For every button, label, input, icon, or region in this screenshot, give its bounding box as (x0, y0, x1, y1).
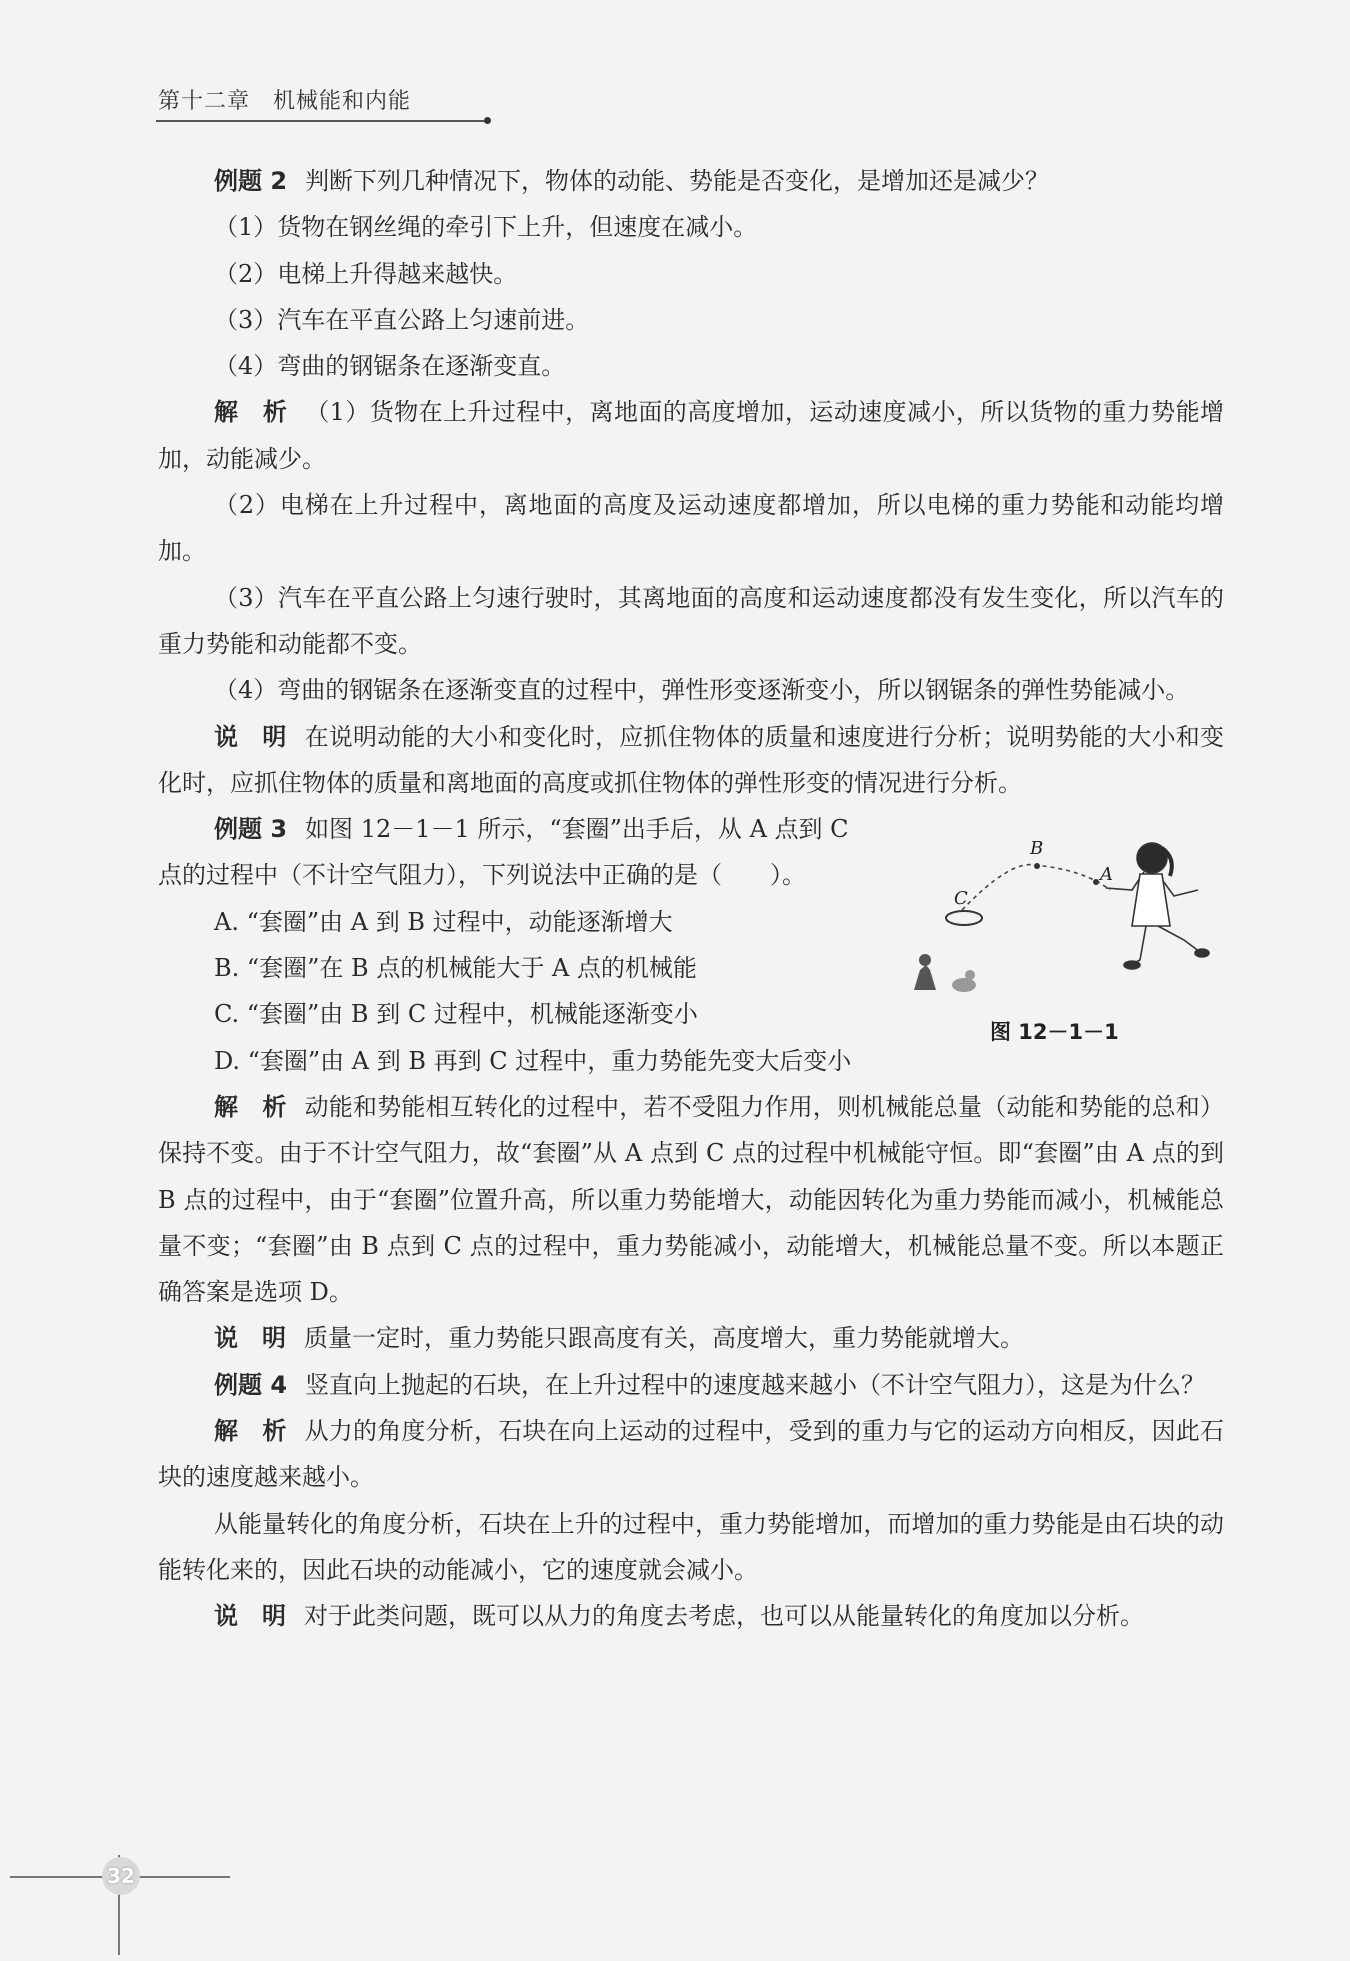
page-number-block (10, 1855, 240, 1955)
ex3-analysis-label: 解 析 (214, 1092, 287, 1121)
point-b-label: B (1030, 838, 1044, 859)
ex3-note-text: 质量一定时，重力势能只跟高度有关，高度增大，重力势能就增大。 (304, 1324, 1024, 1353)
ex4-note (158, 1593, 1224, 1639)
ex2-analysis-2: （2）电梯在上升过程中，离地面的高度及运动速度都增加，所以电梯的重力势能和动能均增加。 (158, 491, 1224, 566)
point-a-label: A (1100, 864, 1113, 885)
ex3-label: 例题 3 (214, 815, 288, 844)
ex2-note (158, 714, 1224, 807)
ex2-item-3: （3）汽车在平直公路上匀速前进。 (214, 305, 590, 334)
ex2-analysis-1-text: （1）货物在上升过程中，离地面的高度增加，运动速度减小，所以货物的重力势能增加，动能减少。 (158, 398, 1224, 473)
ex2-item-2: （2）电梯上升得越来越快。 (214, 259, 518, 288)
ex3-analysis (158, 1084, 1224, 1315)
girl-thrower-icon (1106, 843, 1209, 969)
trajectory-curve (962, 865, 1110, 910)
ex2-analysis-4: （4）弯曲的钢锯条在逐渐变直的过程中，弹性形变逐渐变小，所以钢锯条的弹性势能减小。 (214, 676, 1190, 705)
figure-caption: 图 12－1－1 (990, 1020, 1119, 1044)
ex3-note-label: 说 明 (214, 1324, 286, 1353)
ex3-note (158, 1315, 1224, 1361)
target-figurines-icon (914, 954, 976, 992)
ex4-analysis (158, 1408, 1224, 1501)
ex2-question (158, 158, 1224, 204)
point-b-dot (1034, 863, 1040, 869)
ex3-analysis-text: 动能和势能相互转化的过程中，若不受阻力作用，则机械能总量（动能和势能的总和）保持不变。由于不计空气阻力，故“套圈”从 A 点到 C 点的过程中机械能守恒。即“套圈”由 A 点的到 B 点的过程中，由于“套圈”位置升高，所以重力势能增大，动能因转化为重力势能而减小，机械能总量不变；“套圈”由 B 点到 C 点的过程中，重力势能减小，动能增大，机械能总量不变。所以本题正确答案是选项 D。 (158, 1092, 1225, 1307)
ex3-question-line1 (158, 806, 878, 852)
ex2-item-1: （1）货物在钢丝绳的牵引下上升，但速度在减小。 (214, 213, 758, 242)
point-a-dot (1093, 879, 1099, 885)
ex4-note-label: 说 明 (214, 1602, 286, 1631)
ex3-option-a: A. “套圈”由 A 到 B 过程中，动能逐渐增大 (214, 907, 673, 936)
ex2-note-text: 在说明动能的大小和变化时，应抓住物体的质量和速度进行分析；说明势能的大小和变化时，应抓住物体的质量和离地面的高度或抓住物体的弹性形变的情况进行分析。 (158, 722, 1225, 797)
ex2-question-text: 判断下列几种情况下，物体的动能、势能是否变化，是增加还是减少？ (305, 167, 1050, 195)
ex4-note-text: 对于此类问题，既可以从力的角度去考虑，也可以从能量转化的角度加以分析。 (304, 1602, 1144, 1631)
ex4-question (158, 1362, 1224, 1408)
ex3-option-c: C. “套圈”由 B 到 C 过程中，机械能逐渐变小 (214, 1000, 698, 1029)
ex2-item-4: （4）弯曲的钢锯条在逐渐变直。 (214, 352, 566, 381)
ex2-analysis-1 (158, 389, 1224, 482)
ex3-question-line2: 点的过程中（不计空气阻力），下列说法中正确的是（ ）。 (158, 861, 806, 890)
ring-icon (946, 911, 982, 925)
ex3-option-b: B. “套圈”在 B 点的机械能大于 A 点的机械能 (214, 954, 697, 983)
point-c-label: C (954, 888, 968, 909)
ex3-question-line1-text: 如图 12－1－1 所示，“套圈”出手后，从 A 点到 C (305, 815, 849, 844)
ring-toss-illustration (900, 830, 1230, 1010)
ex4-analysis-text: 从力的角度分析，石块在向上运动的过程中，受到的重力与它的运动方向相反，因此石块的速度越来越小。 (158, 1417, 1225, 1492)
ex2-analysis-label: 解 析 (214, 398, 288, 427)
ex2-analysis-3: （3）汽车在平直公路上匀速行驶时，其离地面的高度和运动速度都没有发生变化，所以汽车的重力势能和动能都不变。 (158, 583, 1224, 658)
ex4-analysis-label: 解 析 (214, 1417, 287, 1446)
ex4-analysis-2: 从能量转化的角度分析，石块在上升的过程中，重力势能增加，而增加的重力势能是由石块的动能转化来的，因此石块的动能减小，它的速度就会减小。 (158, 1509, 1224, 1584)
ex4-question-text: 竖直向上抛起的石块，在上升过程中的速度越来越小（不计空气阻力），这是为什么？ (305, 1370, 1206, 1399)
ex3-option-d: D. “套圈”由 A 到 B 再到 C 过程中，重力势能先变大后变小 (214, 1046, 852, 1075)
chapter-header: 第十二章 机械能和内能 (158, 89, 412, 114)
header-rule-dot (484, 117, 491, 124)
ex4-label: 例题 4 (214, 1370, 288, 1399)
ex2-note-label: 说 明 (214, 722, 287, 751)
page-number: 32 (102, 1857, 140, 1895)
ex2-label: 例题 2 (214, 167, 288, 195)
figure-ring-toss (900, 830, 1230, 1060)
header-rule (156, 120, 486, 122)
